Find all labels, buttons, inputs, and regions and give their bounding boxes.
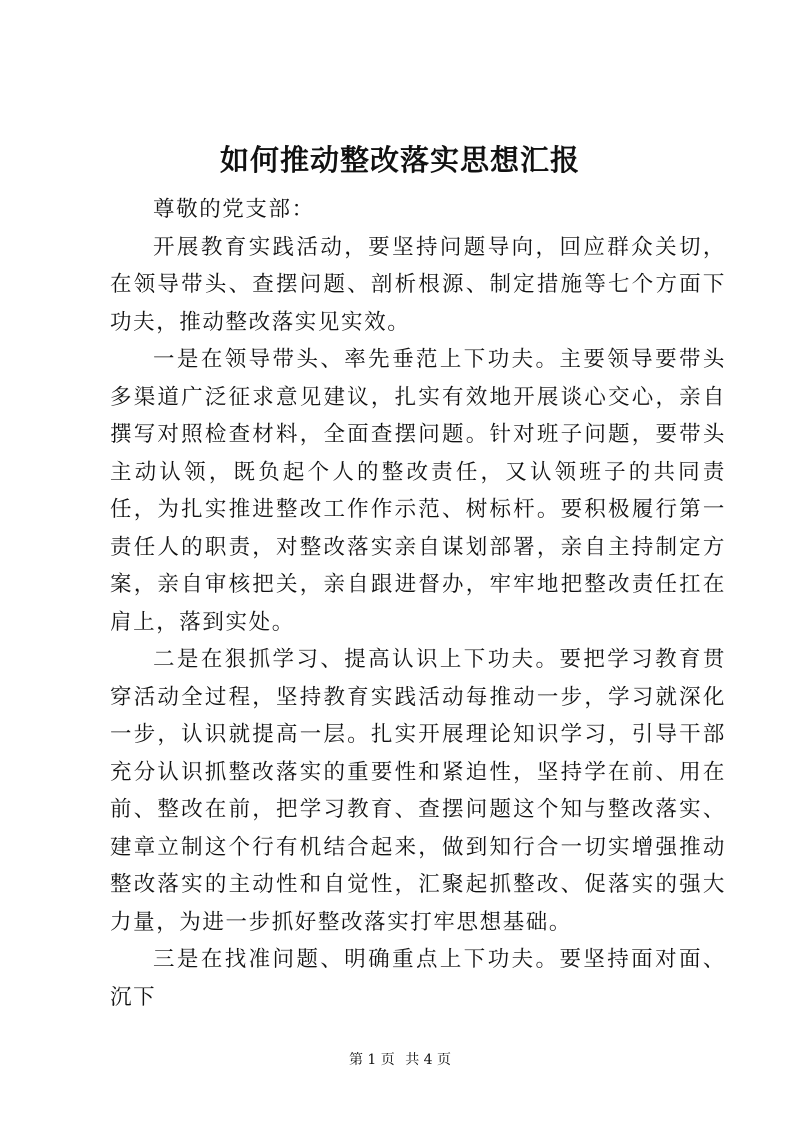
paragraph-point-three: 三是在找准问题、明确重点上下功夫。要坚持面对面、沉下 — [110, 947, 726, 1010]
document-body — [110, 191, 726, 1016]
paragraph-point-one: 一是在领导带头、率先垂范上下功夫。主要领导要带头多渠道广泛征求意见建议，扎实有效地开展谈心交心，亲自撰写对照检查材料，全面查摆问题。针对班子问题，要带头主动认领，既负起个人的整改责任，又认领班子的共同责任，为扎实推进整改工作作示范、树标杆。要积极履行第一责任人的职责，对整改落实亲自谋划部署，亲自主持制定方案，亲自审核把关，亲自跟进督办，牢牢地把整改责任扛在肩上，落到实处。 — [110, 347, 726, 635]
page-number: 第 1 页 — [348, 1052, 395, 1068]
paragraph-intro: 开展教育实践活动，要坚持问题导向，回应群众关切，在领导带头、查摆问题、剖析根源、制定措施等七个方面下功夫，推动整改落实见实效。 — [110, 234, 726, 335]
page-total: 共 4 页 — [405, 1052, 452, 1068]
page-footer — [0, 1050, 800, 1070]
paragraph-point-two: 二是在狠抓学习、提高认识上下功夫。要把学习教育贯穿活动全过程，坚持教育实践活动每推动一步，学习就深化一步，认识就提高一层。扎实开展理论知识学习，引导干部充分认识抓整改落实的重要性和紧迫性，坚持学在前、用在前、整改在前，把学习教育、查摆问题这个知与整改落实、建章立制这个行有机结合起来，做到知行合一切实增强推动整改落实的主动性和自觉性，汇聚起抓整改、促落实的强大力量，为进一步抓好整改落实打牢思想基础。 — [110, 647, 726, 935]
salutation: 尊敬的党支部： — [153, 197, 315, 222]
document-title: 如何推动整改落实思想汇报 — [219, 143, 580, 177]
